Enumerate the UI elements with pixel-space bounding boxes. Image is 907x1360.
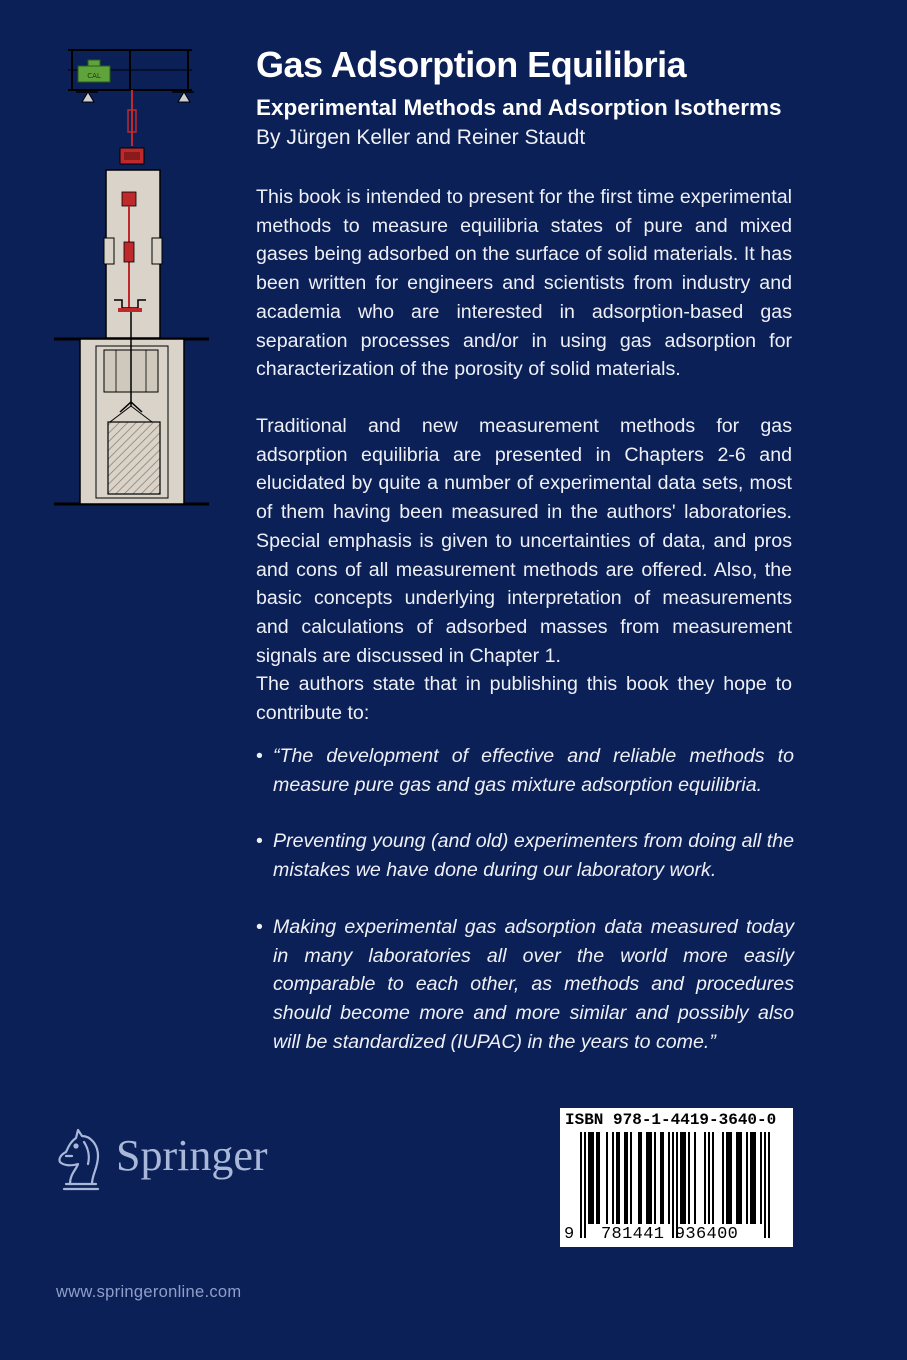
barcode-bar: [580, 1132, 582, 1238]
book-subtitle: Experimental Methods and Adsorption Isotherms: [256, 95, 782, 120]
description-paragraph-1: This book is intended to present for the first time experimental methods to measure equilibria states of pure and mixed gases being adsorbed on the surface of solid materials. It has been written for engineers and scientists from industry and academia who are interested in adsorption-based gas separation processes and/or in using gas adsorption for characterization of the porosity of solid materials.: [256, 186, 792, 381]
goals-list: [256, 742, 794, 1056]
barcode-bar: [746, 1132, 748, 1224]
description-paragraph-3: The authors state that in publishing this book they hope to contribute to:: [256, 673, 792, 724]
barcode-bar: [598, 1132, 600, 1224]
book-title: Gas Adsorption Equilibria: [256, 44, 687, 85]
chess-knight-icon: [52, 1126, 110, 1192]
barcode-bar: [676, 1132, 678, 1238]
barcode-bar: [592, 1132, 594, 1224]
list-item-text: Making experimental gas adsorption data measured today in many laboratories all over the world more easily comparable to each other, as methods and procedures should become more and more similar and possibly also will be standardized (IUPAC) in the years to come.”: [273, 915, 794, 1053]
barcode-bar: [606, 1132, 608, 1224]
barcode-bar: [750, 1132, 752, 1224]
barcode-bar: [768, 1132, 770, 1238]
barcode-bar: [722, 1132, 724, 1224]
barcode-bar: [730, 1132, 732, 1224]
list-item: [256, 742, 794, 799]
barcode-bar: [738, 1132, 740, 1224]
barcode-bar: [616, 1132, 618, 1224]
barcode-bar: [726, 1132, 728, 1224]
barcode-bar: [630, 1132, 632, 1224]
barcode-bar: [588, 1132, 590, 1224]
list-item-text: “The development of effective and reliable methods to measure pure gas and gas mixture adsorption equilibria.: [273, 745, 794, 796]
book-authors: By Jürgen Keller and Reiner Staudt: [256, 126, 586, 149]
barcode-bar: [584, 1132, 586, 1238]
barcode-bar: [688, 1132, 690, 1224]
barcode-bar: [764, 1132, 766, 1238]
barcode-bar: [736, 1132, 738, 1224]
bullet-icon: •: [256, 830, 263, 853]
publisher-website: www.springeronline.com: [56, 1283, 242, 1301]
barcode-bar: [682, 1132, 684, 1224]
barcode-bar: [740, 1132, 742, 1224]
barcode-bar: [654, 1132, 656, 1224]
list-item: [256, 827, 794, 884]
barcode-bar: [640, 1132, 642, 1224]
barcode-first-digit: 9: [564, 1225, 575, 1244]
barcode-bar: [754, 1132, 756, 1224]
barcode-bar: [596, 1132, 598, 1224]
barcode-bar: [648, 1132, 650, 1224]
description-paragraph-2: Traditional and new measurement methods for gas adsorption equilibria are presented in Chapters 2-6 and elucidated by quite a number of experimental data sets, most of them having been measured in the authors' laboratories. Special emphasis is given to uncertainties of data, and pros and cons of all measurement methods are offered. Also, the basic concepts underlying interpretation of measurements and calculations of adsorbed masses from measurement signals are discussed in Chapter 1.: [256, 415, 792, 667]
barcode-bar: [684, 1132, 686, 1224]
publisher-logo: [52, 1126, 292, 1192]
barcode-bar: [694, 1132, 696, 1224]
barcode-bar: [660, 1132, 662, 1224]
list-item: [256, 913, 794, 1057]
sample-container-icon: [108, 422, 160, 494]
barcode-bar: [626, 1132, 628, 1224]
barcode-bar: [712, 1132, 714, 1224]
barcode-bar: [618, 1132, 620, 1224]
barcode-bar: [662, 1132, 664, 1224]
barcode-bar: [672, 1132, 674, 1238]
barcode-bar: [668, 1132, 670, 1224]
barcode-bar: [624, 1132, 626, 1224]
barcode: [560, 1108, 793, 1247]
cal-label: CAL: [87, 72, 101, 80]
barcode-bar: [650, 1132, 652, 1224]
barcode-digits: 781441 936400: [601, 1225, 739, 1244]
barcode-bar: [728, 1132, 730, 1224]
barcode-bar: [708, 1132, 710, 1224]
barcode-bar: [752, 1132, 754, 1224]
isbn-label: ISBN 978-1-4419-3640-0: [565, 1111, 777, 1129]
barcode-bar: [646, 1132, 648, 1224]
barcode-bar: [612, 1132, 614, 1224]
barcode-bar: [590, 1132, 592, 1224]
support-left-icon: [82, 92, 94, 102]
list-item-text: Preventing young (and old) experimenters from doing all the mistakes we have done during our laboratory work.: [273, 830, 794, 882]
apparatus-diagram: [54, 46, 214, 512]
barcode-bar: [638, 1132, 640, 1224]
barcode-bar: [704, 1132, 706, 1224]
bullet-icon: •: [256, 745, 263, 767]
bullet-icon: •: [256, 915, 263, 938]
support-right-icon: [178, 92, 190, 102]
barcode-bar: [680, 1132, 682, 1224]
publisher-name: Springer: [116, 1131, 268, 1180]
barcode-bar: [760, 1132, 762, 1224]
